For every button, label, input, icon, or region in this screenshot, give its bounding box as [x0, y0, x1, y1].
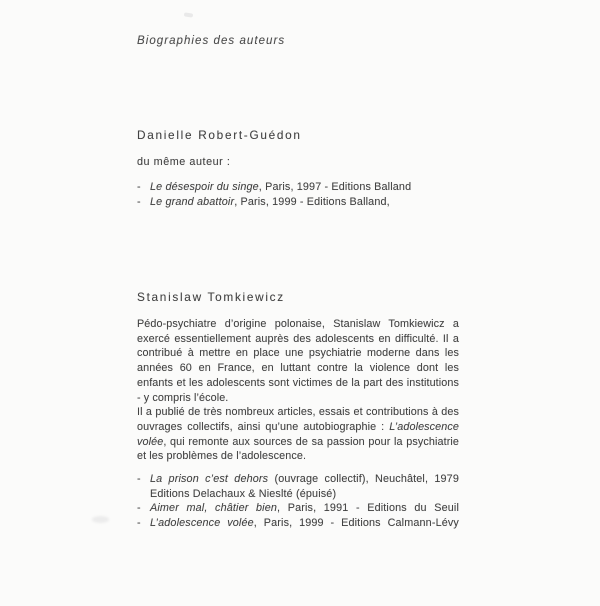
book-entry — [137, 516, 459, 531]
bio-text: Il a publié de très nombreux articles, essais et contributions à des ouvrages collectifs, ainsi qu’une autobiographie : — [137, 406, 459, 433]
bio-paragraph-2 — [137, 405, 459, 464]
bio-paragraph-1 — [137, 317, 459, 391]
book-title: La prison c’est dehors — [150, 473, 269, 486]
book-entry — [137, 501, 459, 516]
book-entry — [137, 195, 459, 210]
bio-text: , qui remonte aux sources de sa passion pour la psychiatrie et les problèmes de l’adolescence. — [137, 435, 459, 463]
bio-paragraph-1-lastline: - y compris l’école. — [137, 391, 229, 404]
book-entry — [137, 472, 459, 487]
book-title: Le désespoir du singe — [150, 181, 259, 193]
same-author-intro: du même auteur : — [137, 156, 231, 168]
bio-book-title: L’adolescence volée — [137, 420, 459, 448]
author-name: Stanislaw Tomkiewicz — [137, 290, 285, 304]
scan-artifact — [92, 516, 109, 523]
book-list — [137, 472, 459, 530]
dash: - — [137, 195, 141, 208]
book-details: , Paris, 1999 - Editions Balland, — [234, 195, 390, 208]
author-bio — [137, 317, 459, 464]
book-title: Aimer mal, châtier bien — [150, 502, 278, 515]
book-title: L’adolescence volée — [150, 516, 254, 529]
book-list — [137, 180, 459, 209]
book-entry — [137, 180, 459, 195]
dash: - — [137, 502, 141, 515]
book-details: (ouvrage collectif), Neuchâtel, 1979 — [268, 473, 459, 486]
book-details: , Paris, 1997 - Editions Balland — [258, 181, 412, 193]
author-section-tomkiewicz — [137, 290, 459, 530]
author-section-danielle — [137, 128, 459, 209]
dash: - — [137, 516, 141, 529]
scan-artifact — [184, 12, 193, 17]
running-head: Biographies des auteurs — [137, 35, 286, 47]
dash: - — [137, 181, 141, 193]
book-details: Editions Delachaux & Nieslté (épuisé) — [150, 487, 337, 500]
book-entry — [137, 487, 459, 502]
book-details: , Paris, 1999 - Editions Calmann-Lévy — [253, 516, 459, 529]
book-details: , Paris, 1991 - Editions du Seuil — [277, 502, 459, 515]
book-title: Le grand abattoir — [150, 195, 235, 208]
bio-text: Pédo-psychiatre d’origine polonaise, Stanislaw Tomkiewicz a exercé essentiellement auprès des adolescents en difficulté. Il a contribué à mettre en place une psychiatrie moderne dans les années 60 en France, en luttant contre la violence dont les enfants et les adolescents sont victimes de la part des institutions — [137, 318, 459, 389]
author-name: Danielle Robert-Guédon — [137, 128, 302, 142]
dash: - — [137, 473, 141, 486]
